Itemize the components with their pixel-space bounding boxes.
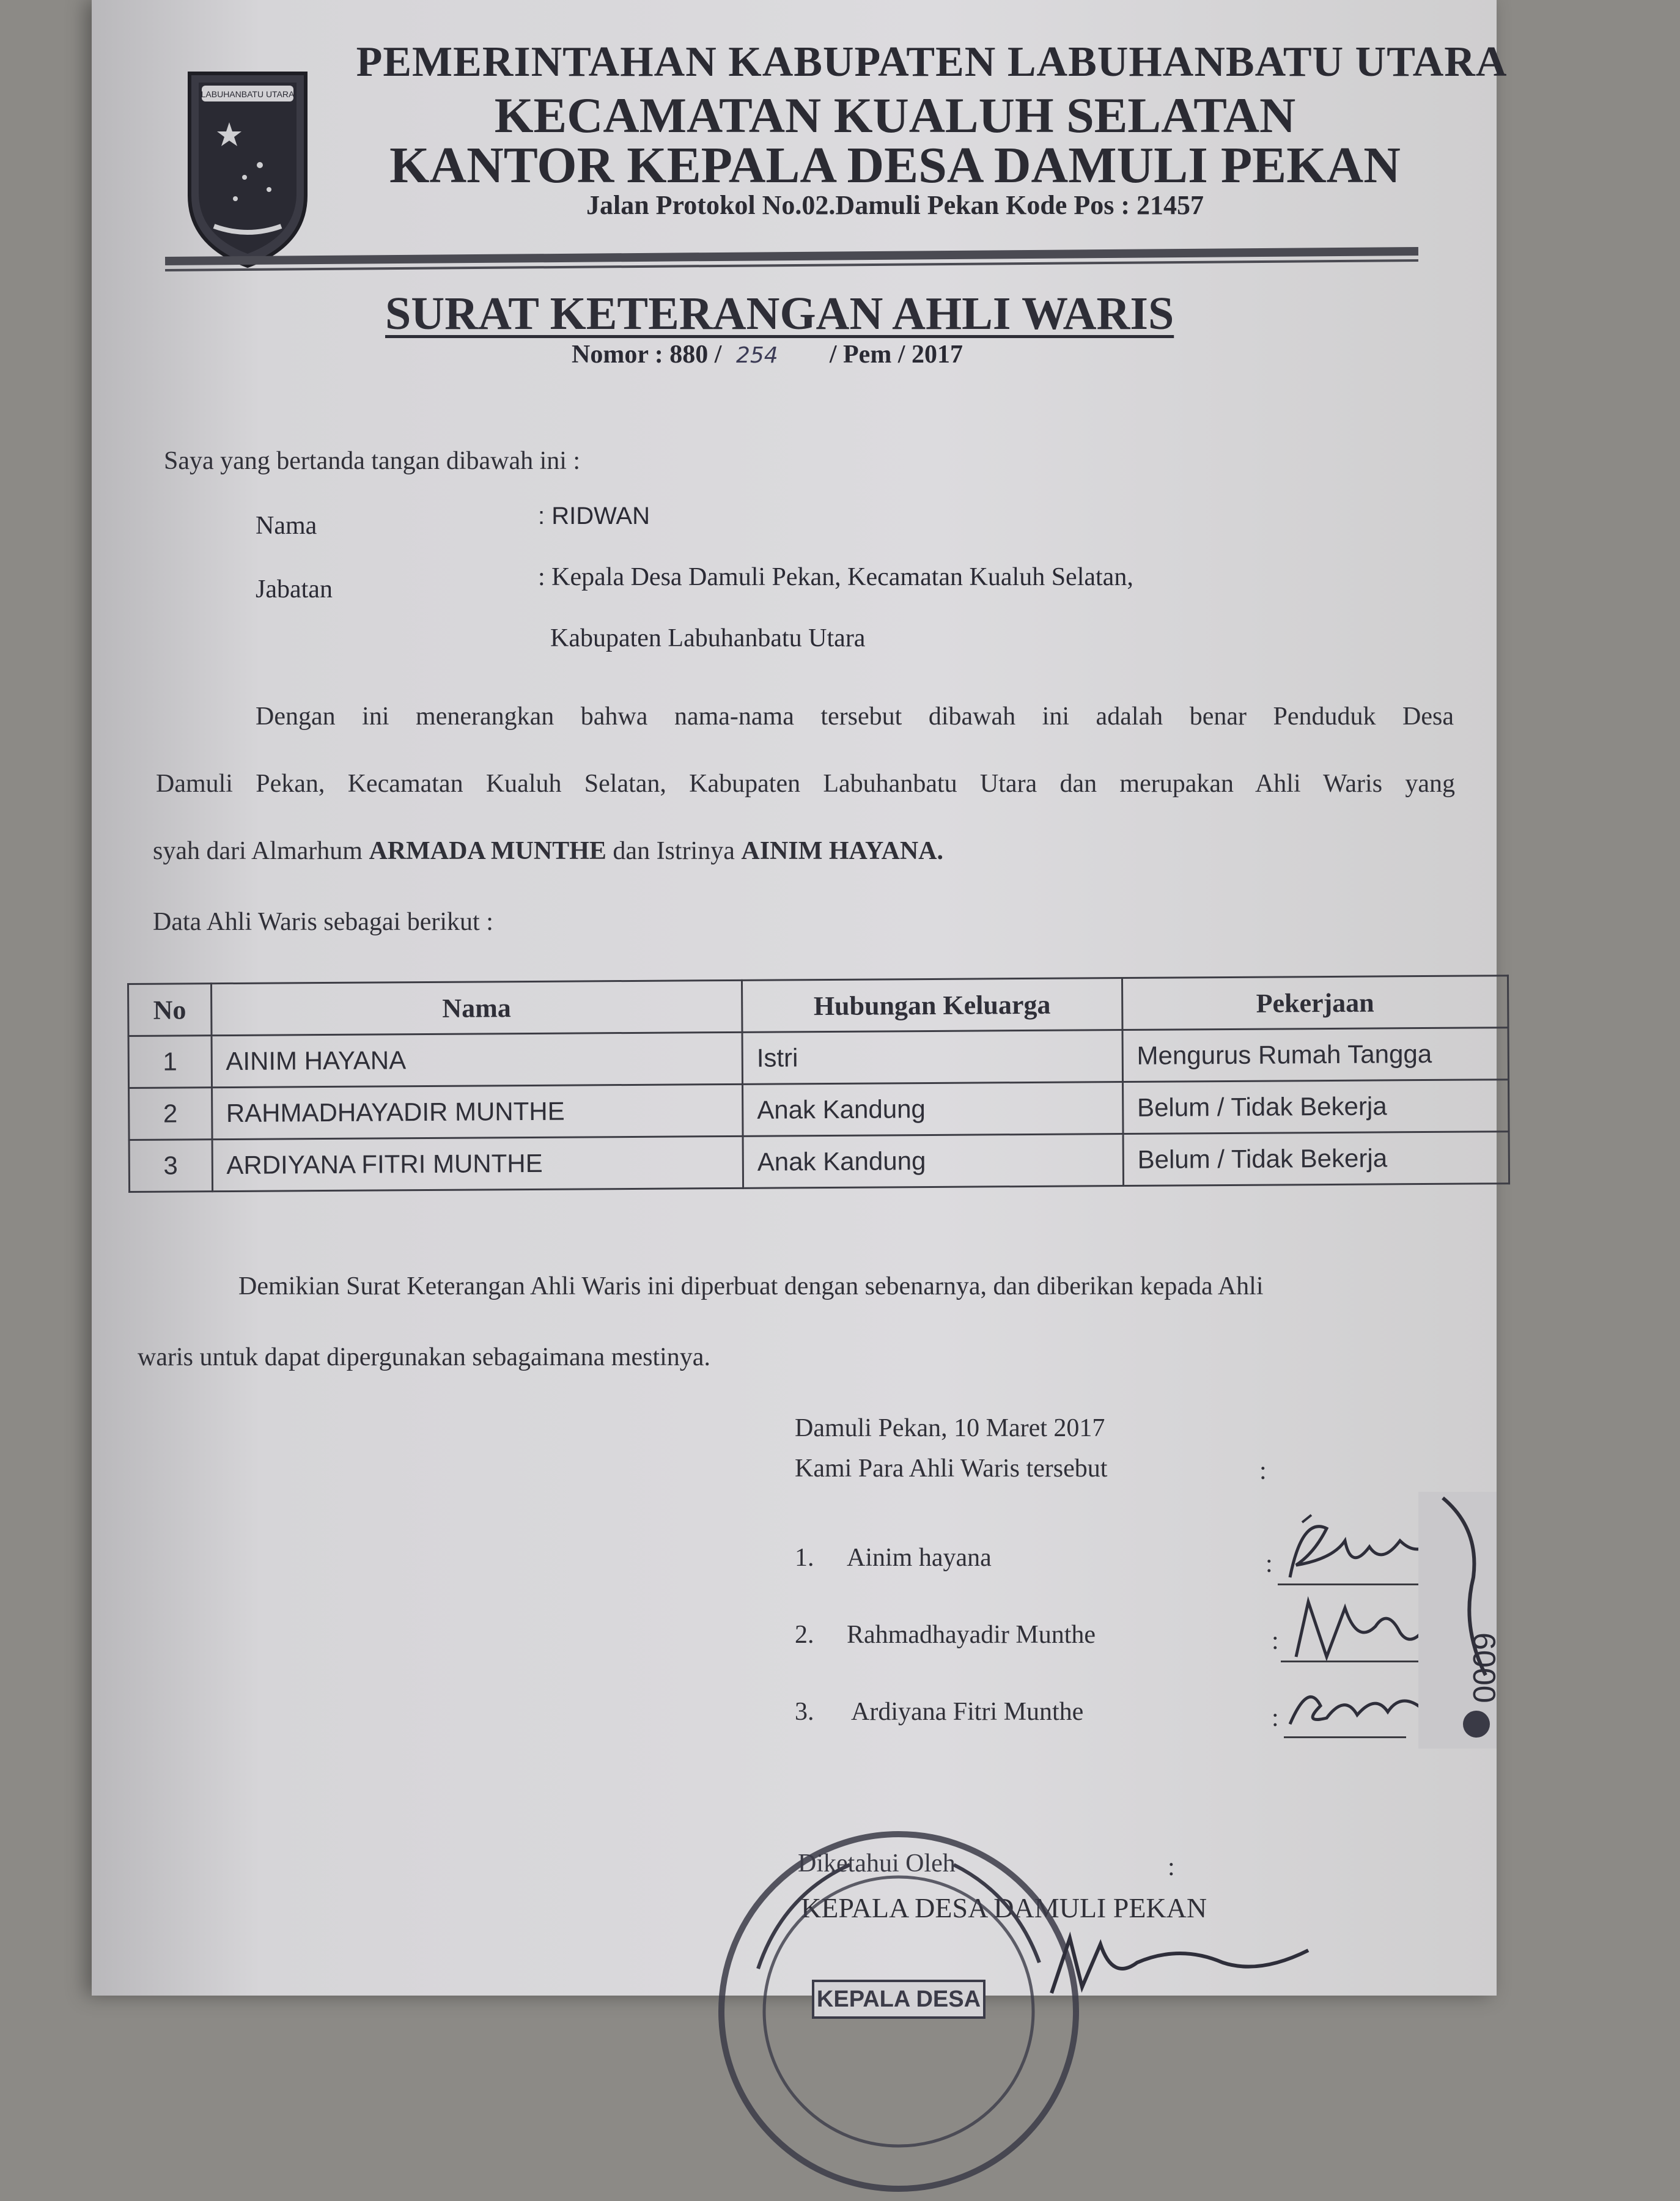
acknowledged-by: Diketahui Oleh bbox=[798, 1849, 956, 1878]
cell-name: AINIM HAYANA bbox=[212, 1032, 743, 1087]
number-suffix: / Pem / 2017 bbox=[829, 341, 963, 369]
name-label: Nama bbox=[256, 512, 317, 540]
signer-name: Ainim hayana bbox=[847, 1544, 992, 1572]
revenue-stamp-image bbox=[1418, 1492, 1501, 1749]
col-header-relation: Hubungan Keluarga bbox=[742, 978, 1122, 1033]
signer-number: 2. bbox=[795, 1621, 814, 1649]
col-header-occupation: Pekerjaan bbox=[1122, 976, 1508, 1030]
table-row bbox=[129, 1080, 1509, 1140]
svg-text:KEPALA DESA: KEPALA DESA bbox=[816, 1986, 981, 2012]
official-stamp-image bbox=[709, 1822, 1088, 2201]
cell-no: 3 bbox=[129, 1140, 212, 1192]
heirs-title-colon: : bbox=[1259, 1457, 1267, 1485]
heirs-table bbox=[127, 975, 1510, 1193]
number-handwritten: 254 bbox=[736, 343, 778, 368]
statement-mid: dan Istrinya bbox=[606, 837, 742, 865]
svg-text:6000: 6000 bbox=[1466, 1632, 1501, 1703]
header-district-line: KECAMATAN KUALUH SELATAN bbox=[494, 87, 1296, 143]
village-head-title: KEPALA DESA DAMULI PEKAN bbox=[801, 1892, 1207, 1923]
cell-no: 2 bbox=[129, 1088, 212, 1140]
acknowledged-colon: : bbox=[1168, 1853, 1175, 1881]
statement-line-2: Damuli Pekan, Kecamatan Kualuh Selatan, Kabupaten Labuhanbatu Utara dan merupakan Ahli Waris yang bbox=[156, 770, 1455, 798]
wife-name: AINIM HAYANA. bbox=[741, 837, 943, 865]
cell-no: 1 bbox=[128, 1036, 212, 1088]
signer-colon: : bbox=[1272, 1704, 1279, 1732]
position-value: : Kepala Desa Damuli Pekan, Kecamatan Kualuh Selatan, bbox=[538, 563, 1133, 591]
position-value-cont: Kabupaten Labuhanbatu Utara bbox=[550, 624, 866, 652]
signer-colon: : bbox=[1272, 1627, 1279, 1655]
cell-relation: Anak Kandung bbox=[743, 1134, 1123, 1189]
position-label: Jabatan bbox=[256, 575, 333, 603]
cell-occupation: Mengurus Rumah Tangga bbox=[1122, 1028, 1509, 1082]
signer-number: 3. bbox=[795, 1698, 814, 1726]
statement-line-3 bbox=[153, 836, 943, 866]
signer-colon: : bbox=[1266, 1550, 1273, 1578]
header-office-line: KANTOR KEPALA DESA DAMULI PEKAN bbox=[389, 137, 1401, 194]
header-address: Jalan Protokol No.02.Damuli Pekan Kode Pos : 21457 bbox=[586, 190, 1204, 220]
number-label: Nomor : bbox=[572, 341, 663, 369]
data-intro: Data Ahli Waris sebagai berikut : bbox=[153, 908, 493, 936]
cell-occupation: Belum / Tidak Bekerja bbox=[1123, 1132, 1509, 1186]
intro-text: Saya yang bertanda tangan dibawah ini : bbox=[164, 447, 581, 475]
closing-line-2: waris untuk dapat dipergunakan sebagaimana mestinya. bbox=[138, 1343, 710, 1371]
document-title: SURAT KETERANGAN AHLI WARIS bbox=[385, 288, 1174, 339]
place-date: Damuli Pekan, 10 Maret 2017 bbox=[795, 1414, 1105, 1442]
cell-relation: Anak Kandung bbox=[743, 1082, 1123, 1137]
village-head-signature-image bbox=[1039, 1926, 1321, 1996]
col-header-name: Nama bbox=[211, 980, 742, 1035]
signer-name: Rahmadhayadir Munthe bbox=[847, 1621, 1096, 1649]
svg-text:LABUHANBATU UTARA: LABUHANBATU UTARA bbox=[201, 89, 295, 99]
closing-line-1: Demikian Surat Keterangan Ahli Waris ini diperbuat dengan sebenarnya, dan diberikan kepada Ahli bbox=[238, 1272, 1264, 1300]
cell-name: RAHMADHAYADIR MUNTHE bbox=[212, 1084, 743, 1139]
statement-prefix: syah dari Almarhum bbox=[153, 837, 369, 865]
cell-relation: Istri bbox=[742, 1030, 1122, 1085]
header-government-line: PEMERINTAHAN KABUPATEN LABUHANBATU UTARA bbox=[356, 39, 1508, 86]
signer-number: 1. bbox=[795, 1544, 814, 1572]
cell-occupation: Belum / Tidak Bekerja bbox=[1122, 1080, 1509, 1134]
name-value: : RIDWAN bbox=[538, 503, 650, 529]
document-number bbox=[572, 340, 963, 369]
table-row bbox=[128, 1028, 1508, 1088]
signer-name: Ardiyana Fitri Munthe bbox=[851, 1698, 1084, 1726]
heirs-signature-title: Kami Para Ahli Waris tersebut bbox=[795, 1454, 1108, 1483]
number-prefix: 880 / bbox=[669, 341, 722, 369]
statement-line-1: Dengan ini menerangkan bahwa nama-nama tersebut dibawah ini adalah benar Penduduk Desa bbox=[256, 702, 1454, 731]
col-header-no: No bbox=[128, 984, 212, 1036]
table-header-row bbox=[128, 976, 1508, 1036]
table-row bbox=[129, 1132, 1509, 1192]
deceased-name: ARMADA MUNTHE bbox=[369, 837, 606, 865]
cell-name: ARDIYANA FITRI MUNTHE bbox=[212, 1136, 743, 1191]
